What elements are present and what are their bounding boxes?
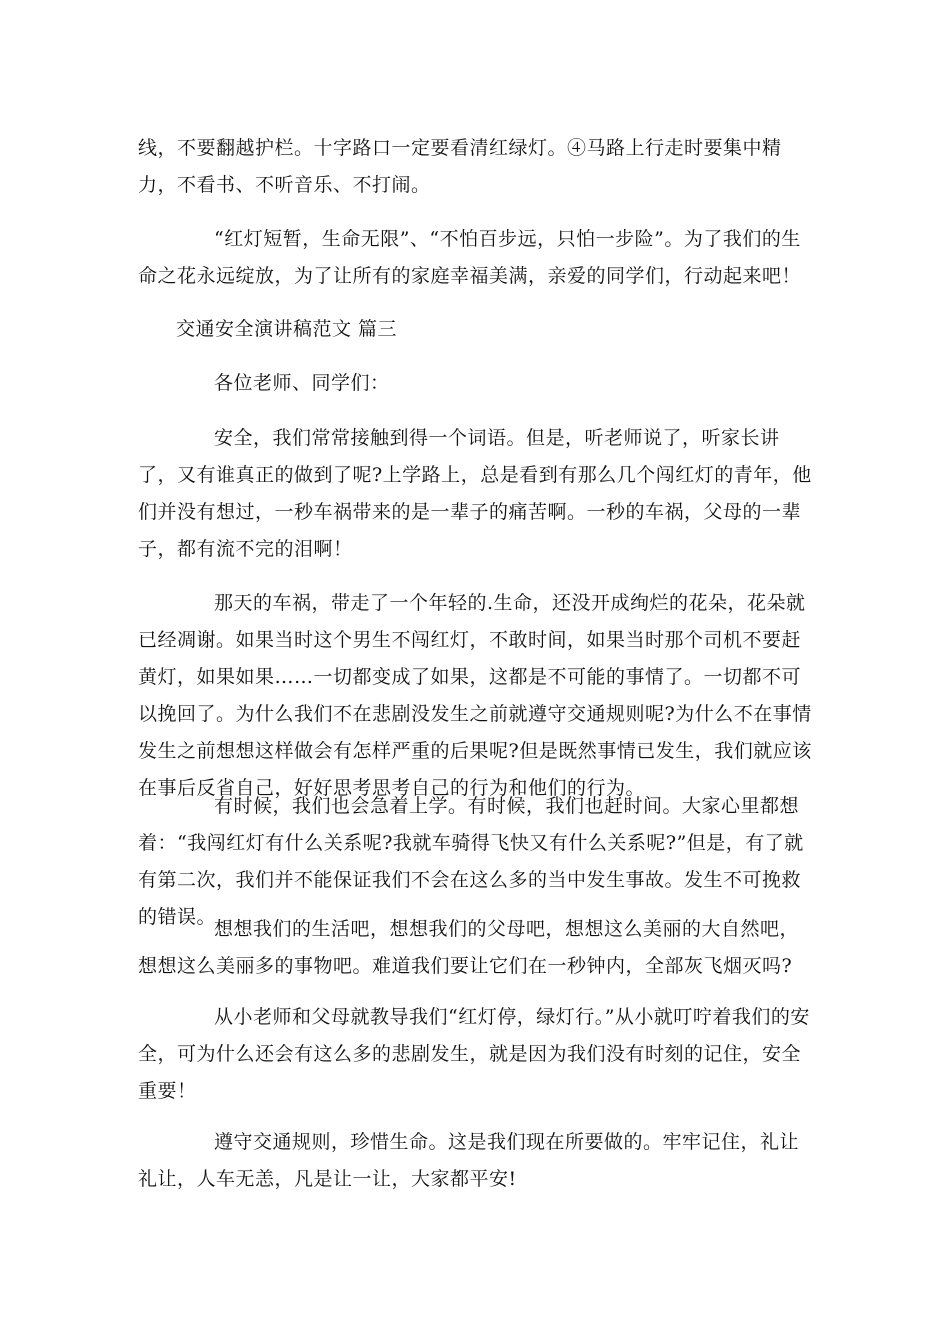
paragraph-slogan: “红灯短暂，生命无限”、“不怕百步远，只怕一步险”。为了我们的生命之花永远绽放，为了让所有的家庭幸福美满，亲爱的同学们，行动起来吧！ — [138, 228, 802, 287]
paragraph-reflect: 想想我们的生活吧，想想我们的父母吧，想想这么美丽的大自然吧，想想这么美丽多的事物吧。难道我们要让它们在一秒钟内，全部灰飞烟灭吗? — [138, 918, 800, 977]
paragraph-accident: 那天的车祸，带走了一个年轻的.生命，还没开成绚烂的花朵，花朵就已经凋谢。如果当时这个男生不闯红灯，不敢时间，如果当时那个司机不要赶黄灯，如果如果……一切都变成了如果，这都是不可能的事情了。一切都不可以挽回了。为什么我们不在悲剧没发生之前就遵守交通规则呢?为什么不在事情发生之前想想这样做会有怎样严重的后果呢?但是既然事情已发生，我们就应该在事后反省自己，好好思考思考自己的行为和他们的行为。 — [138, 592, 812, 799]
section-heading: 交通安全演讲稿范文 篇三 — [176, 318, 398, 340]
paragraph-continued: 线，不要翻越护栏。十字路口一定要看清红绿灯。④马路上行走时要集中精力，不看书、不听音乐、不打闹。 — [138, 137, 782, 196]
paragraph-conclusion: 遵守交通规则，珍惜生命。这是我们现在所要做的。牢牢记住，礼让礼让，人车无恙，凡是让一让，大家都平安! — [138, 1131, 800, 1190]
greeting-line: 各位老师、同学们： — [214, 372, 390, 394]
paragraph-safety-intro: 安全，我们常常接触到得一个词语。但是，听老师说了，听家长讲了，又有谁真正的做到了呢?上学路上，总是看到有那么几个闯红灯的青年，他们并没有想过，一秒车祸带来的是一辈子的痛苦啊。一秒的车祸，父母的一辈子，都有流不完的泪啊！ — [138, 427, 812, 560]
paragraph-teaching: 从小老师和父母就教导我们“红灯停，绿灯行。”从小就叮咛着我们的安全，可为什么还会有这么多的悲剧发生，就是因为我们没有时刻的记住，安全重要！ — [138, 1006, 810, 1102]
paragraph-hurry: 有时候，我们也会急着上学。有时候，我们也赶时间。大家心里都想着：“我闯红灯有什么关系呢?我就车骑得飞快又有什么关系呢?”但是，有了就有第二次，我们并不能保证我们不会在这么多的当中发生事故。发生不可挽救的错误。 — [138, 795, 804, 928]
